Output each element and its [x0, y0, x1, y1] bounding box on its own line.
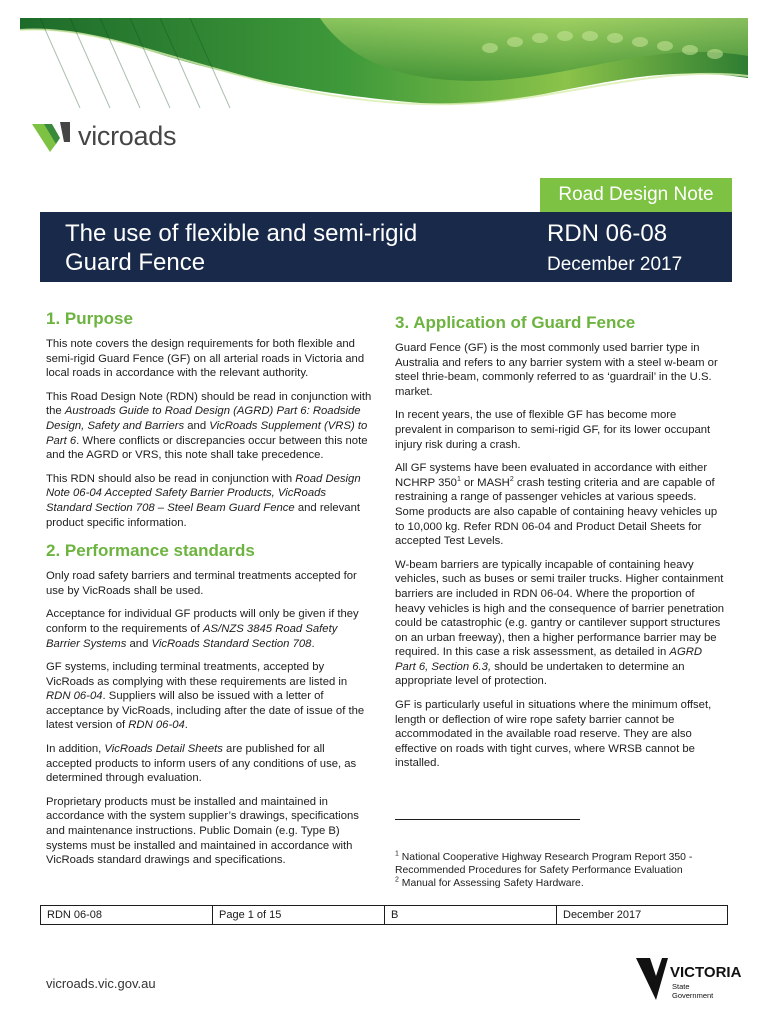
paragraph: All GF systems have been evaluated in accordance with either NCHRP $350^1$ or MASH$^2$ crash testing criteria and are capable of restraining a range of passenger vehicles at various speeds. Some products are also capable of containing heavy vehicles up to 10,000 kg. Refer RDN 06-04 and Product Detail Sheets for accepted Test Levels. — [395, 462, 718, 548]
rdn-number: RDN 06-08 — [547, 220, 668, 247]
footer-date: December 2017 — [563, 909, 642, 921]
footnotes — [395, 851, 725, 890]
paragraph: In recent years, the use of flexible GF has become more prevalent in comparison to semi-rigid GF, for its lower occupant injury risk during a crash. — [395, 409, 711, 451]
svg-text:Government: Government — [672, 991, 714, 1000]
paragraph: In addition, VicRoads Detail Sheets are published for all accepted products to inform users of any conditions of use, as determined through evaluation. — [46, 743, 357, 785]
document-title: The use of flexible and semi-rigid Guard Fence — [65, 220, 418, 276]
footnote-1: $^1$ National Cooperative Highway Research Program Report 350 - Recommended Procedures for Safety Performance Evaluation — [395, 850, 693, 876]
vicroads-logo — [30, 116, 176, 156]
svg-text:VICTORIA: VICTORIA — [670, 964, 742, 981]
section-heading-purpose: 1. Purpose — [46, 309, 133, 328]
header-banner-graphic — [20, 18, 748, 108]
footer-table — [40, 905, 728, 925]
document-date: December 2017 — [547, 254, 683, 275]
paragraph: Acceptance for individual GF products will only be given if they conform to the requirements of AS/NZS 3845 Road Safety Barrier Systems and VicRoads Standard Section 708. — [46, 608, 359, 650]
paragraph: This RDN should also be read in conjunction with Road Design Note 06-04 Accepted Safety Barrier Products, VicRoads Standard Section 708 – Steel Beam Guard Fence and relevant product specific information. — [46, 472, 361, 529]
right-column — [395, 312, 725, 780]
paragraph: Proprietary products must be installed and maintained in accordance with the system supplier’s drawings, specifications and maintenance instructions. Public Domain (e.g. Type B) systems must be installed and maintained in accordance with VicRoads standard drawings and specifications. — [46, 795, 359, 867]
footer-page-number: Page 1 of 15 — [213, 906, 385, 924]
paragraph: GF systems, including terminal treatments, accepted by VicRoads as complying with these requirements are listed in RDN 06-04. Suppliers will also be issued with a letter of acceptance by VicRoads, including after the date of issue of the latest version of RDN 06-04. — [46, 661, 365, 732]
section-heading-performance: 2. Performance standards — [46, 541, 255, 561]
website-url: vicroads.vic.gov.au — [46, 976, 156, 991]
svg-text:State: State — [672, 982, 690, 991]
left-column — [46, 308, 373, 877]
section-heading-application: 3. Application of Guard Fence — [395, 313, 636, 332]
paragraph: W-beam barriers are typically incapable of containing heavy vehicles, such as buses or semi trailer trucks. Higher containment barriers are included in RDN 06-04. Where the proportion of heavy vehicles is high and the consequence of barrier penetration could be catastrophic (e.g. gantry or cantilever support structures on an urban freeway), then a higher performance barrier may be required. In this case a risk assessment, as detailed in AGRD Part 6, Section 6.3, should be undertaken to determine an appropriate level of protection. — [395, 558, 725, 688]
victoria-triangle-icon — [636, 958, 668, 1000]
vicroads-logo-text: vicroads — [78, 120, 177, 151]
paragraph: Guard Fence (GF) is the most commonly used barrier type in Australia and refers to any barrier system with a steel w-beam or steel thrie-beam, commonly referred to as ‘guardrail’ in the U.S. market. — [395, 342, 718, 398]
footnote-ref: 1 — [456, 475, 461, 483]
vicroads-chevron-icon — [30, 118, 74, 154]
title-bar — [40, 212, 732, 282]
footnote-divider — [395, 819, 580, 820]
victoria-government-logo — [634, 956, 742, 1004]
road-design-note-label: Road Design Note — [540, 178, 732, 212]
paragraph: This note covers the design requirements for both flexible and semi-rigid Guard Fence (GF) on all arterial roads in Victoria and local roads in accordance with the relevant authority. — [46, 338, 365, 380]
footnote-2: $^2$ Manual for Assessing Safety Hardware. — [395, 876, 584, 889]
paragraph: Only road safety barriers and terminal treatments accepted for use by VicRoads shall be used. — [46, 570, 357, 597]
footer-revision: B — [385, 906, 557, 924]
paragraph: GF is particularly useful in situations where the minimum offset, length or deflection of wire rope safety barrier cannot be accommodated in the available road reserve. They are also effective on roads with tight curves, where WRSB cannot be installed. — [395, 699, 712, 770]
footnote-ref: 2 — [509, 475, 514, 483]
footer-rdn-number: RDN 06-08 — [41, 906, 213, 924]
paragraph: This Road Design Note (RDN) should be read in conjunction with the Austroads Guide to Road Design (AGRD) Part 6: Roadside Design, Safety and Barriers and VicRoads Supplement (VRS) to Part 6. Where conflicts or discrepancies occur between this note and the AGRD or VRS, this note shall take precedence. — [46, 390, 372, 462]
